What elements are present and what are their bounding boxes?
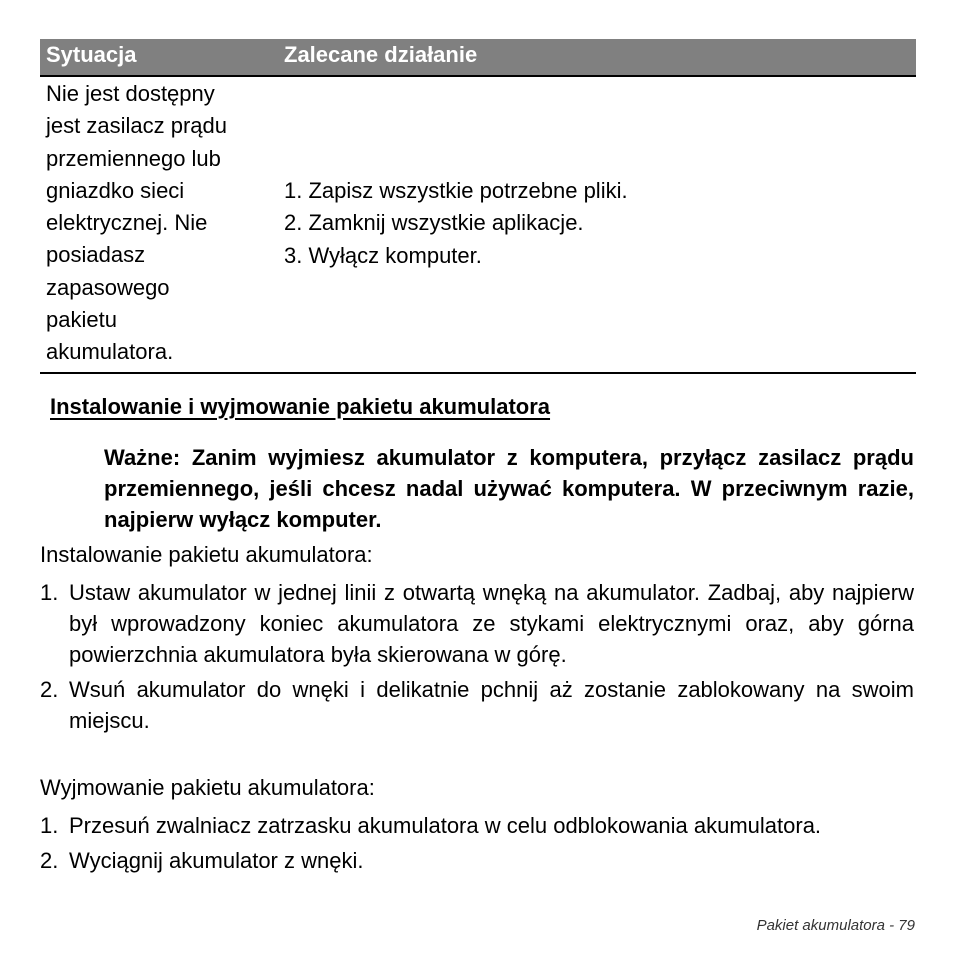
step-text: Przesuń zwalniacz zatrzasku akumulatora w celu odblokowania akumulatora. bbox=[69, 813, 822, 838]
install-steps bbox=[40, 577, 914, 736]
troubleshooting-table bbox=[40, 39, 916, 374]
step-number: 2. bbox=[40, 677, 59, 702]
situation-line: Nie jest dostępny bbox=[46, 81, 215, 106]
list-item bbox=[40, 845, 914, 876]
page-footer: Pakiet akumulatora - 79 bbox=[756, 917, 915, 934]
section-heading: Instalowanie i wyjmowanie pakietu akumulatora bbox=[50, 394, 551, 419]
situation-cell bbox=[46, 78, 276, 369]
list-item bbox=[40, 674, 914, 736]
action-item: 3. Wyłącz komputer. bbox=[284, 242, 482, 268]
action-item: 2. Zamknij wszystkie aplikacje. bbox=[284, 210, 584, 236]
step-number: 1. bbox=[40, 813, 59, 838]
install-intro: Instalowanie pakietu akumulatora: bbox=[40, 542, 373, 567]
remove-intro: Wyjmowanie pakietu akumulatora: bbox=[40, 775, 375, 800]
list-item bbox=[40, 810, 914, 841]
list-item bbox=[40, 577, 914, 670]
situation-line: zapasowego bbox=[46, 274, 170, 300]
important-note: Ważne: Zanim wyjmiesz akumulator z komputera, przyłącz zasilacz prądu przemiennego, jeśli chcesz nadal używać komputera. W przeciwnym razie, najpierw wyłącz komputer. bbox=[104, 445, 914, 532]
action-cell bbox=[284, 175, 904, 272]
situation-line: posiadasz bbox=[46, 242, 146, 268]
header-situation: Sytuacja bbox=[46, 42, 137, 67]
situation-line: akumulatora. bbox=[46, 339, 174, 365]
action-item: 1. Zapisz wszystkie potrzebne pliki. bbox=[284, 178, 628, 203]
table-header bbox=[40, 39, 916, 77]
step-number: 1. bbox=[40, 580, 59, 605]
step-text: Wyciągnij akumulator z wnęki. bbox=[69, 848, 364, 873]
situation-line: pakietu bbox=[46, 307, 117, 333]
table-row bbox=[40, 77, 916, 372]
step-number: 2. bbox=[40, 848, 59, 873]
situation-line: przemiennego lub bbox=[46, 145, 221, 171]
situation-line: gniazdko sieci bbox=[46, 177, 185, 203]
situation-line: elektrycznej. Nie bbox=[46, 210, 208, 236]
step-text: Wsuń akumulator do wnęki i delikatnie pchnij aż zostanie zablokowany na swoim miejscu. bbox=[69, 677, 914, 733]
remove-steps bbox=[40, 810, 914, 876]
situation-line: jest zasilacz prądu bbox=[46, 113, 227, 139]
step-text: Ustaw akumulator w jednej linii z otwartą wnęką na akumulator. Zadbaj, aby najpierw był wprowadzony koniec akumulatora ze stykami elektrycznymi oraz, aby górna powierzchnia akumulatora była skierowana w górę. bbox=[69, 580, 914, 667]
header-action: Zalecane działanie bbox=[284, 42, 478, 67]
